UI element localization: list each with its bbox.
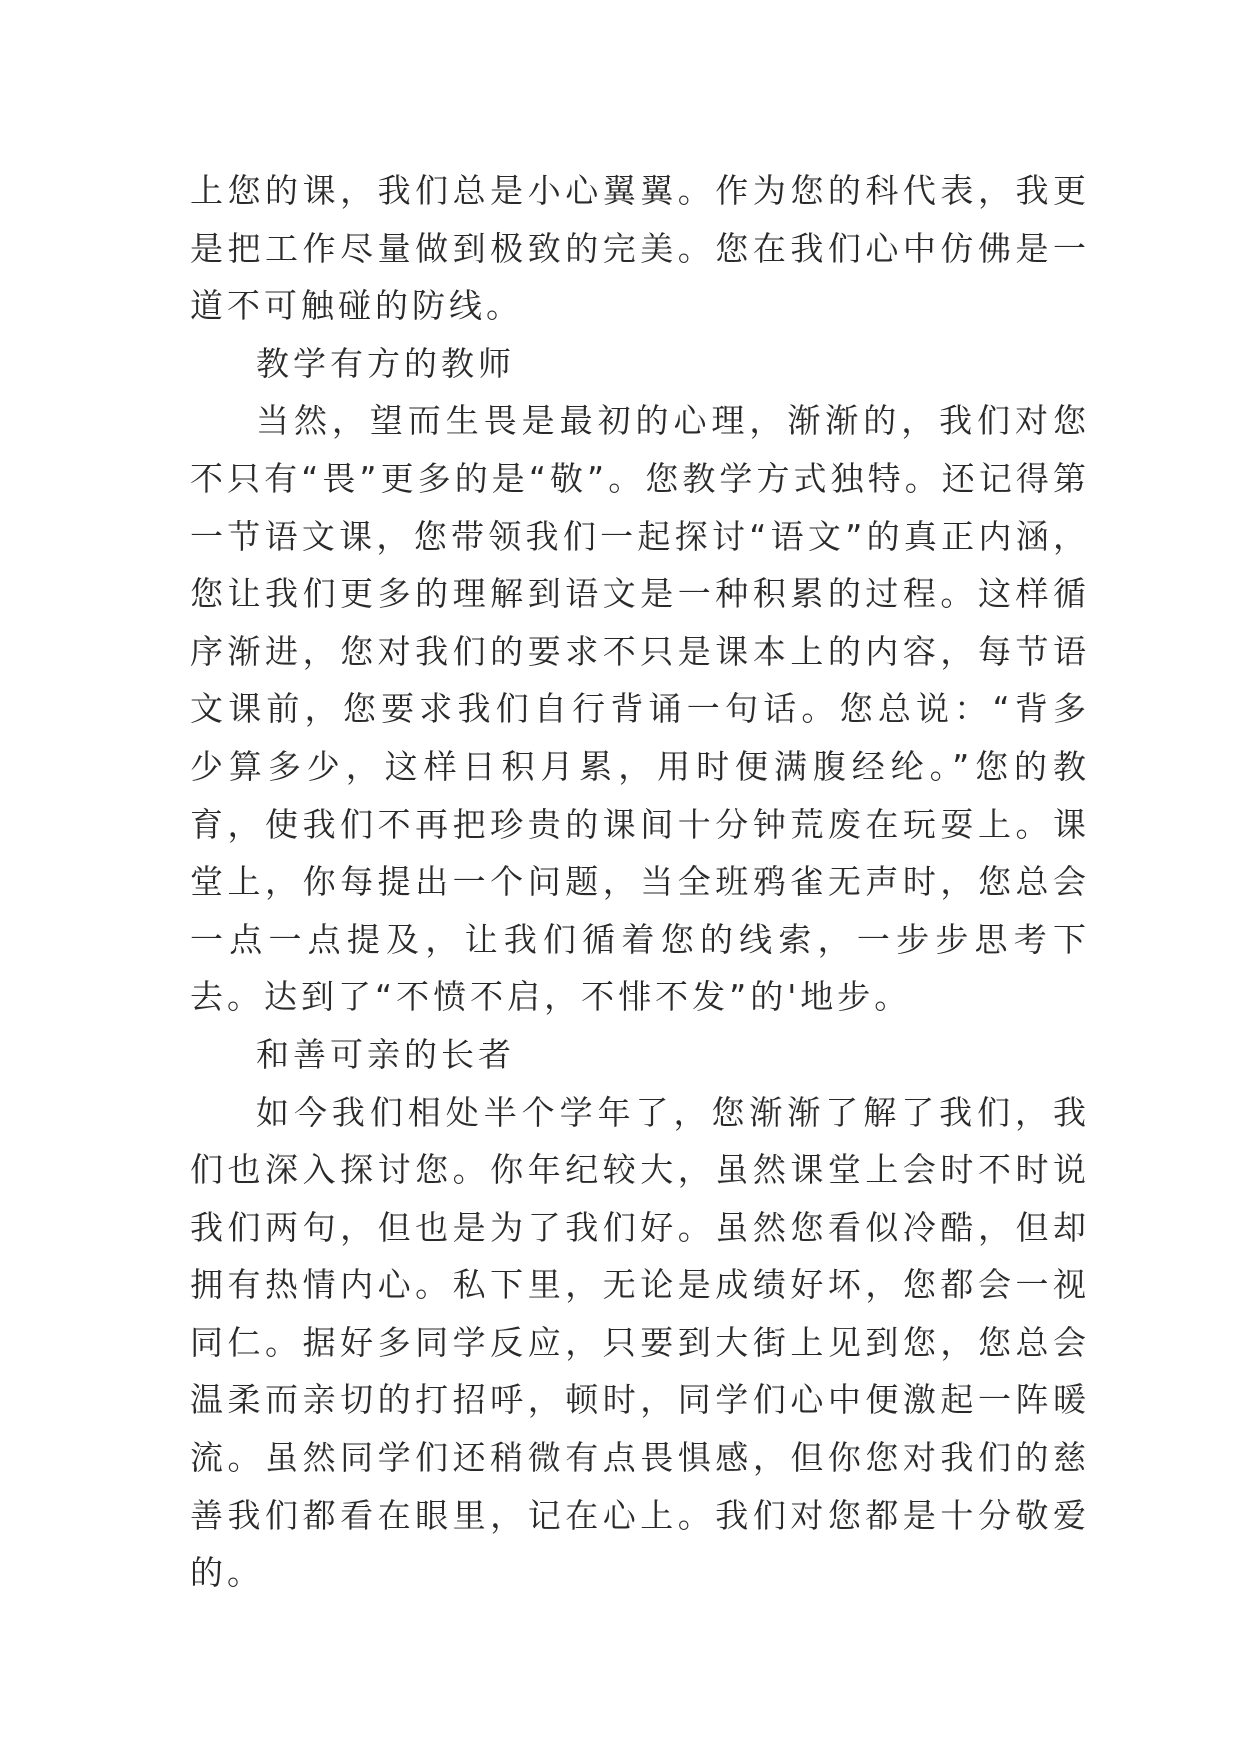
paragraph-elder: 如今我们相处半个学年了，您渐渐了解了我们，我们也深入探讨您。你年纪较大，虽然课堂上会时不时说我们两句，但也是为了我们好。虽然您看似冷酷，但却拥有热情内心。私下里，无论是成绩好坏，您都会一视同仁。据好多同学反应，只要到大街上见到您，您总会温柔而亲切的打招呼，顿时，同学们心中便激起一阵暖流。虽然同学们还稍微有点畏惧感，但你您对我们的慈善我们都看在眼里，记在心上。我们对您都是十分敬爱的。: [190, 1092, 1090, 1593]
section-heading-teaching: 教学有方的教师: [256, 343, 515, 383]
section-heading-elder: 和善可亲的长者: [256, 1034, 515, 1074]
document-body: [190, 162, 1090, 1602]
paragraph-intro: 上您的课，我们总是小心翼翼。作为您的科代表，我更是把工作尽量做到极致的完美。您在我们心中仿佛是一道不可触碰的防线。: [190, 171, 1090, 326]
paragraph-teaching: 当然，望而生畏是最初的心理，渐渐的，我们对您不只有“畏”更多的是“敬”。您教学方式独特。还记得第一节语文课，您带领我们一起探讨“语文”的真正内涵，您让我们更多的理解到语文是一种积累的过程。这样循序渐进，您对我们的要求不只是课本上的内容，每节语文课前，您要求我们自行背诵一句话。您总说：“背多少算多少，这样日积月累，用时便满腹经纶。”您的教育，使我们不再把珍贵的课间十分钟荒废在玩耍上。课堂上，你每提出一个问题，当全班鸦雀无声时，您总会一点一点提及，让我们循着您的线索，一步步思考下去。达到了“不愤不启，不悱不发”的'地步。: [190, 401, 1090, 1017]
